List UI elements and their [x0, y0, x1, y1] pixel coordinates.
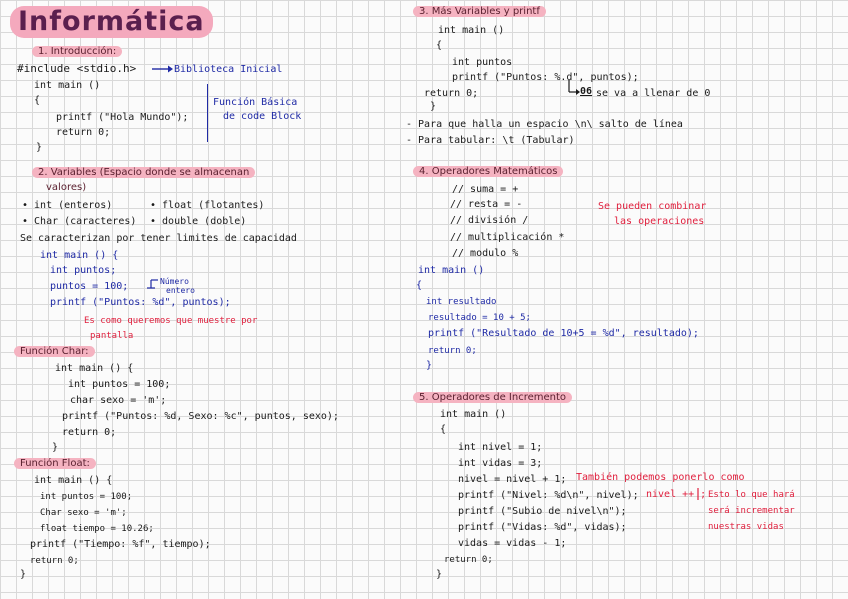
s5-code-11: }	[436, 569, 443, 580]
s5-code-8: printf ("Vidas: %d", vidas);	[458, 522, 627, 533]
section-2-header: 2. Variables (Espacio donde se almacenan	[32, 167, 255, 179]
s3-annot-num: 06	[580, 86, 593, 97]
include-arrow	[152, 66, 173, 73]
type-double: • double (doble)	[150, 216, 247, 227]
op-suma: // suma = +	[452, 184, 519, 195]
op-resta: // resta = -	[450, 199, 523, 210]
s5-note-c-2: será incrementar	[708, 506, 795, 516]
s2-code-4: printf ("Puntos: %d", puntos);	[50, 297, 231, 308]
float-code-3: Char sexo = 'm';	[40, 508, 127, 518]
s4-code-6: return 0;	[428, 346, 477, 356]
s5-note-b: nivel ++ ;	[646, 489, 707, 500]
s2-code-2: int puntos;	[50, 265, 117, 276]
section-4-header: 4. Operadores Matemáticos	[413, 166, 563, 178]
s5-code-10: return 0;	[444, 555, 493, 565]
type-float: • float (flotantes)	[150, 200, 265, 211]
s4-note-2: las operaciones	[614, 216, 705, 227]
numero-bracket	[147, 280, 158, 288]
zero-fill-arrow	[569, 80, 580, 95]
s3-code-1: int main ()	[438, 25, 505, 36]
s5-note-a: También podemos ponerlo como	[576, 472, 745, 483]
char-code-4: printf ("Puntos: %d, Sexo: %c", puntos, sexo);	[62, 411, 339, 422]
s3-code-5: return 0;	[424, 88, 479, 99]
s5-code-9: vidas = vidas - 1;	[458, 538, 567, 549]
include-line: #include <stdio.h>	[17, 62, 137, 75]
type-int: • int (enteros)	[22, 200, 113, 211]
s3-code-2: {	[436, 40, 443, 51]
s3-code-6: }	[430, 101, 437, 112]
s1-note-1: Función Básica	[213, 97, 298, 108]
op-multiplicacion: // multiplicación *	[450, 232, 565, 243]
op-division: // división /	[450, 215, 529, 226]
type-char: • Char (caracteres)	[22, 216, 137, 227]
s4-code-1: int main ()	[418, 265, 485, 276]
s1-main: int main ()	[34, 80, 101, 91]
s1-brace-open: {	[34, 95, 41, 106]
char-code-3: char sexo = 'm';	[70, 395, 167, 406]
section-3-header: 3. Más Variables y printf	[413, 6, 546, 18]
float-code-7: }	[20, 569, 27, 580]
s5-code-5: nivel = nivel + 1;	[458, 474, 567, 485]
s1-brace-close: }	[36, 142, 43, 153]
float-header: Función Float:	[14, 458, 96, 470]
char-code-6: }	[52, 442, 59, 453]
s4-code-3: int resultado	[426, 297, 497, 307]
numero-note-2: entero	[166, 286, 195, 295]
s5-note-c-1: Esto lo que hará	[708, 490, 795, 500]
s1-note-2: de code Block	[223, 111, 302, 122]
s1-printf: printf ("Hola Mundo");	[56, 112, 189, 123]
s4-code-7: }	[426, 360, 433, 371]
s4-code-5: printf ("Resultado de 10+5 = %d", resultado);	[428, 328, 699, 339]
s5-code-4: int vidas = 3;	[458, 458, 543, 469]
s2-code-3: puntos = 100;	[50, 281, 129, 292]
section-5-header: 5. Operadores de Incremento	[413, 392, 572, 404]
s5-note-c-3: nuestras vidas	[708, 522, 784, 532]
char-code-5: return 0;	[62, 427, 117, 438]
s5-code-7: printf ("Subio de nivel\n");	[458, 506, 627, 517]
char-code-1: int main () {	[55, 363, 134, 374]
s3-bullet-1: - Para que halla un espacio \n\ salto de línea	[406, 119, 683, 130]
float-code-6: return 0;	[30, 556, 79, 566]
s2-desc: Se caracterizan por tener limites de capacidad	[20, 233, 297, 244]
page-title: Informática	[10, 6, 213, 38]
numero-note-1: Número	[160, 277, 189, 286]
s4-code-2: {	[416, 280, 423, 291]
s4-code-4: resultado = 10 + 5;	[428, 313, 531, 323]
float-code-1: int main () {	[34, 475, 113, 486]
s4-note-1: Se pueden combinar	[598, 201, 707, 212]
s2-note-1: Es como queremos que muestre por	[84, 316, 258, 326]
char-code-2: int puntos = 100;	[68, 379, 171, 390]
s3-bullet-2: - Para tabular: \t (Tabular)	[406, 135, 575, 146]
s5-code-2: {	[440, 424, 447, 435]
float-code-2: int puntos = 100;	[40, 492, 133, 502]
char-header: Función Char:	[14, 346, 95, 358]
s5-code-3: int nivel = 1;	[458, 442, 543, 453]
include-note: Biblioteca Inicial	[174, 64, 283, 75]
s2-note-2: pantalla	[90, 331, 134, 341]
s3-code-3: int puntos	[452, 57, 513, 68]
s3-code-4: printf ("Puntos: %.d", puntos);	[452, 72, 639, 83]
s2-code-1: int main () {	[40, 250, 119, 261]
s1-return: return 0;	[56, 127, 111, 138]
s5-code-6: printf ("Nivel: %d\n", nivel);	[458, 490, 639, 501]
s5-code-1: int main ()	[440, 409, 507, 420]
s3-annot-text: se va a llenar de 0	[596, 88, 711, 99]
float-code-4: float tiempo = 10.26;	[40, 524, 154, 534]
float-code-5: printf ("Tiempo: %f", tiempo);	[30, 539, 211, 550]
section-2-header-line2: valores)	[46, 182, 87, 193]
op-modulo: // modulo %	[452, 248, 519, 259]
section-1-header: 1. Introducción:	[32, 46, 122, 58]
